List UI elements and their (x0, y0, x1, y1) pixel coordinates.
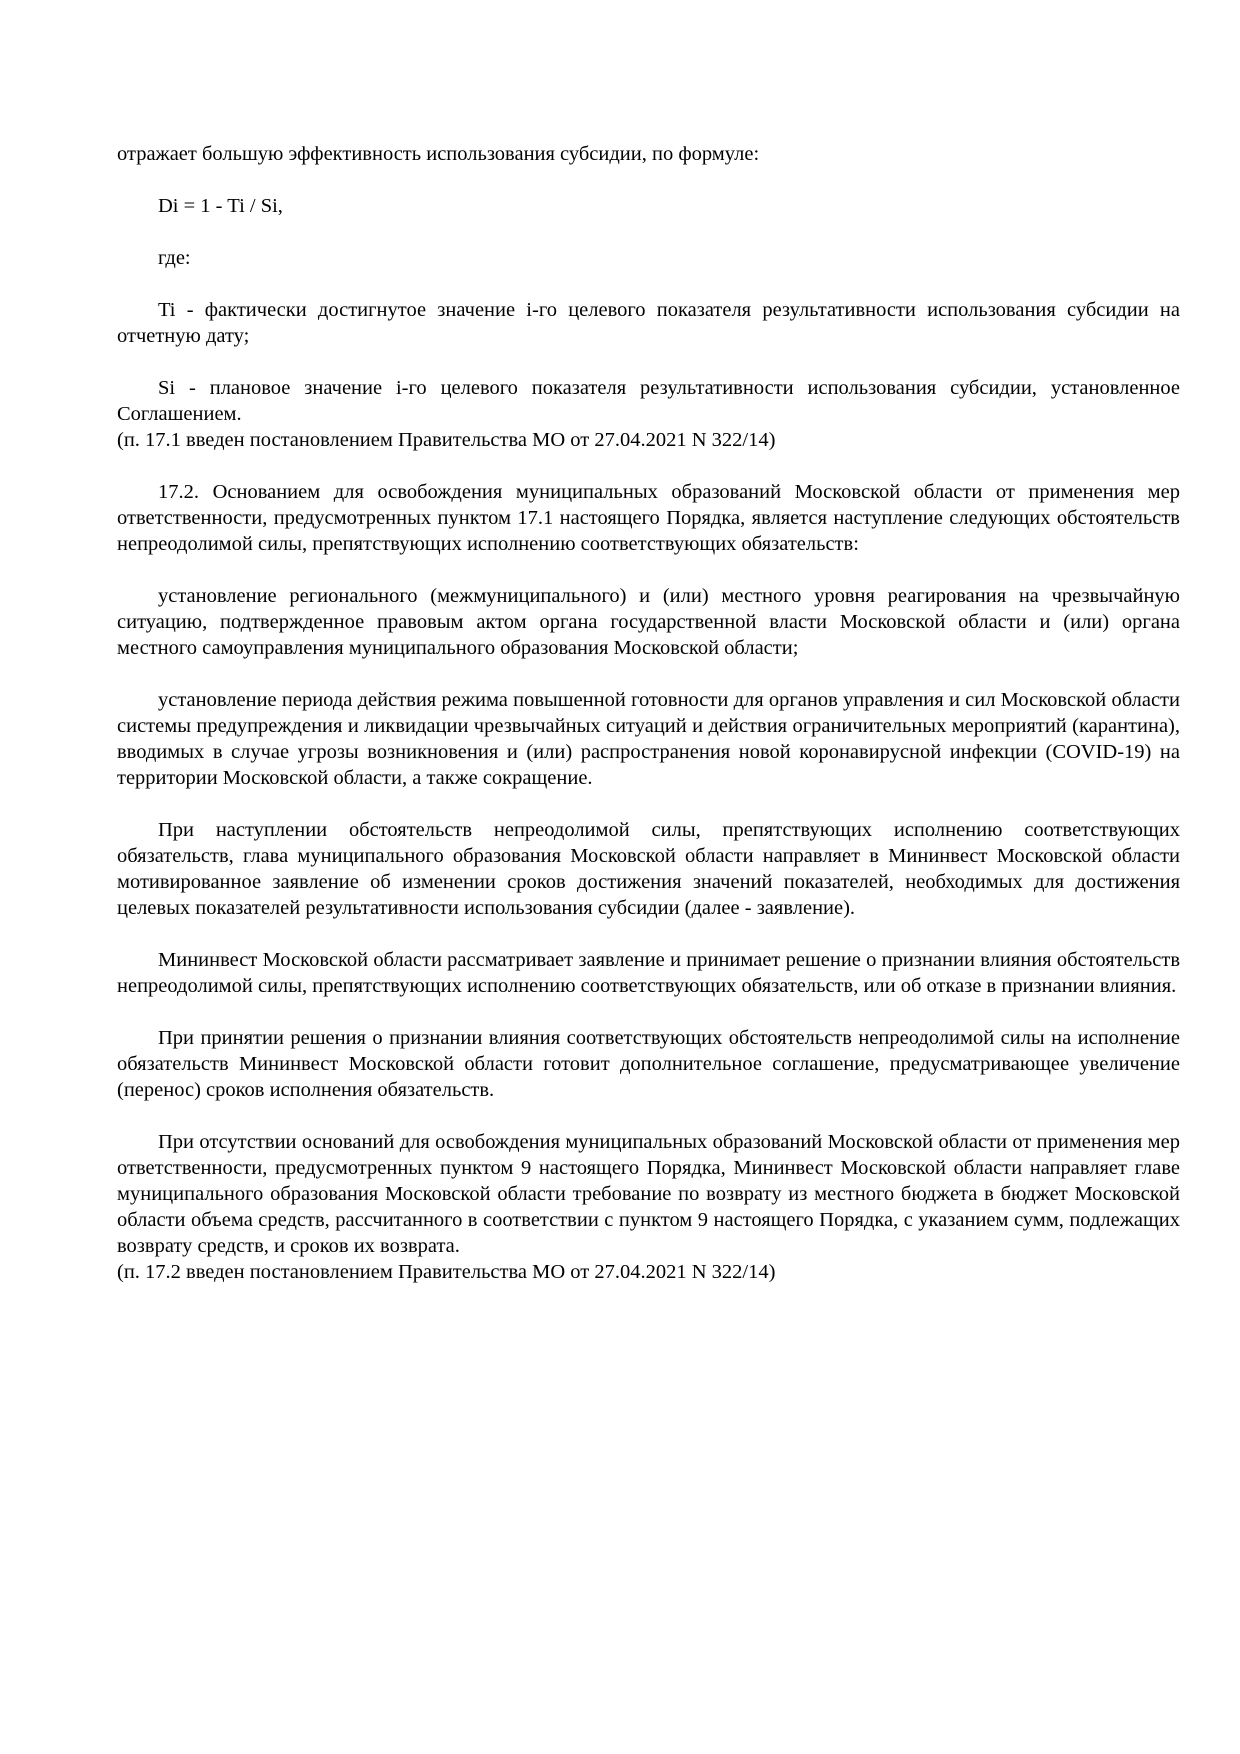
definition-ti: Ti - фактически достигнутое значение i-го целевого показателя результативности использования субсидии на отчетную дату; (117, 299, 1180, 347)
list-item-emergency-response: установление регионального (межмуниципального) и (или) местного уровня реагирования на чрезвычайную ситуацию, подтвержденное правовым актом органа государственной власти Московской области и (или) органа местного самоуправления муниципального образования Московской области; (117, 585, 1180, 659)
paragraph-additional-agreement: При принятии решения о признании влияния соответствующих обстоятельств непреодолимой силы на исполнение обязательств Мининвест Московской области готовит дополнительное соглашение, предусматривающее увеличение (перенос) сроков исполнения обязательств. (117, 1027, 1180, 1101)
amendment-note-17-2: (п. 17.2 введен постановлением Правительства МО от 27.04.2021 N 322/14) (117, 1261, 776, 1283)
paragraph-review-statement: Мининвест Московской области рассматривает заявление и принимает решение о признании влияния обстоятельств непреодолимой силы, препятствующих исполнению соответствующих обязательств, или об отказе в признании влияния. (117, 949, 1180, 997)
document-page (117, 141, 1180, 1285)
paragraph-force-majeure-statement: При наступлении обстоятельств непреодолимой силы, препятствующих исполнению соответствующих обязательств, глава муниципального образования Московской области направляет в Мининвест Московской области мотивированное заявление об изменении сроков достижения значений показателей, необходимых для достижения целевых показателей результативности использования субсидии (далее - заявление). (117, 819, 1180, 919)
paragraph-refund-requirement: При отсутствии оснований для освобождения муниципальных образований Московской области от применения мер ответственности, предусмотренных пунктом 9 настоящего Порядка, Мининвест Московской области направляет главе муниципального образования Московской области требование по возврату из местного бюджета в бюджет Московской области объема средств, рассчитанного в соответствии с пунктом 9 настоящего Порядка, с указанием сумм, подлежащих возврату средств, и сроков их возврата. (117, 1131, 1180, 1257)
list-item-high-alert-covid: установление периода действия режима повышенной готовности для органов управления и сил Московской области системы предупреждения и ликвидации чрезвычайных ситуаций и действия ограничительных мероприятий (карантина), вводимых в случае угрозы возникновения и (или) распространения новой коронавирусной инфекции (COVID-19) на территории Московской области, а также сокращение. (117, 689, 1180, 789)
definition-si: Si - плановое значение i-го целевого показателя результативности использования субсидии, установленное Соглашением. (117, 377, 1180, 425)
section-17-2: 17.2. Основанием для освобождения муниципальных образований Московской области от применения мер ответственности, предусмотренных пунктом 17.1 настоящего Порядка, является наступление следующих обстоятельств непреодолимой силы, препятствующих исполнению соответствующих обязательств: (117, 481, 1180, 555)
amendment-note-17-1: (п. 17.1 введен постановлением Правительства МО от 27.04.2021 N 322/14) (117, 429, 776, 451)
paragraph-where: где: (158, 247, 191, 269)
paragraph-formula-intro: отражает большую эффективность использования субсидии, по формуле: (117, 143, 760, 165)
formula: Di = 1 - Ti / Si, (158, 195, 283, 217)
